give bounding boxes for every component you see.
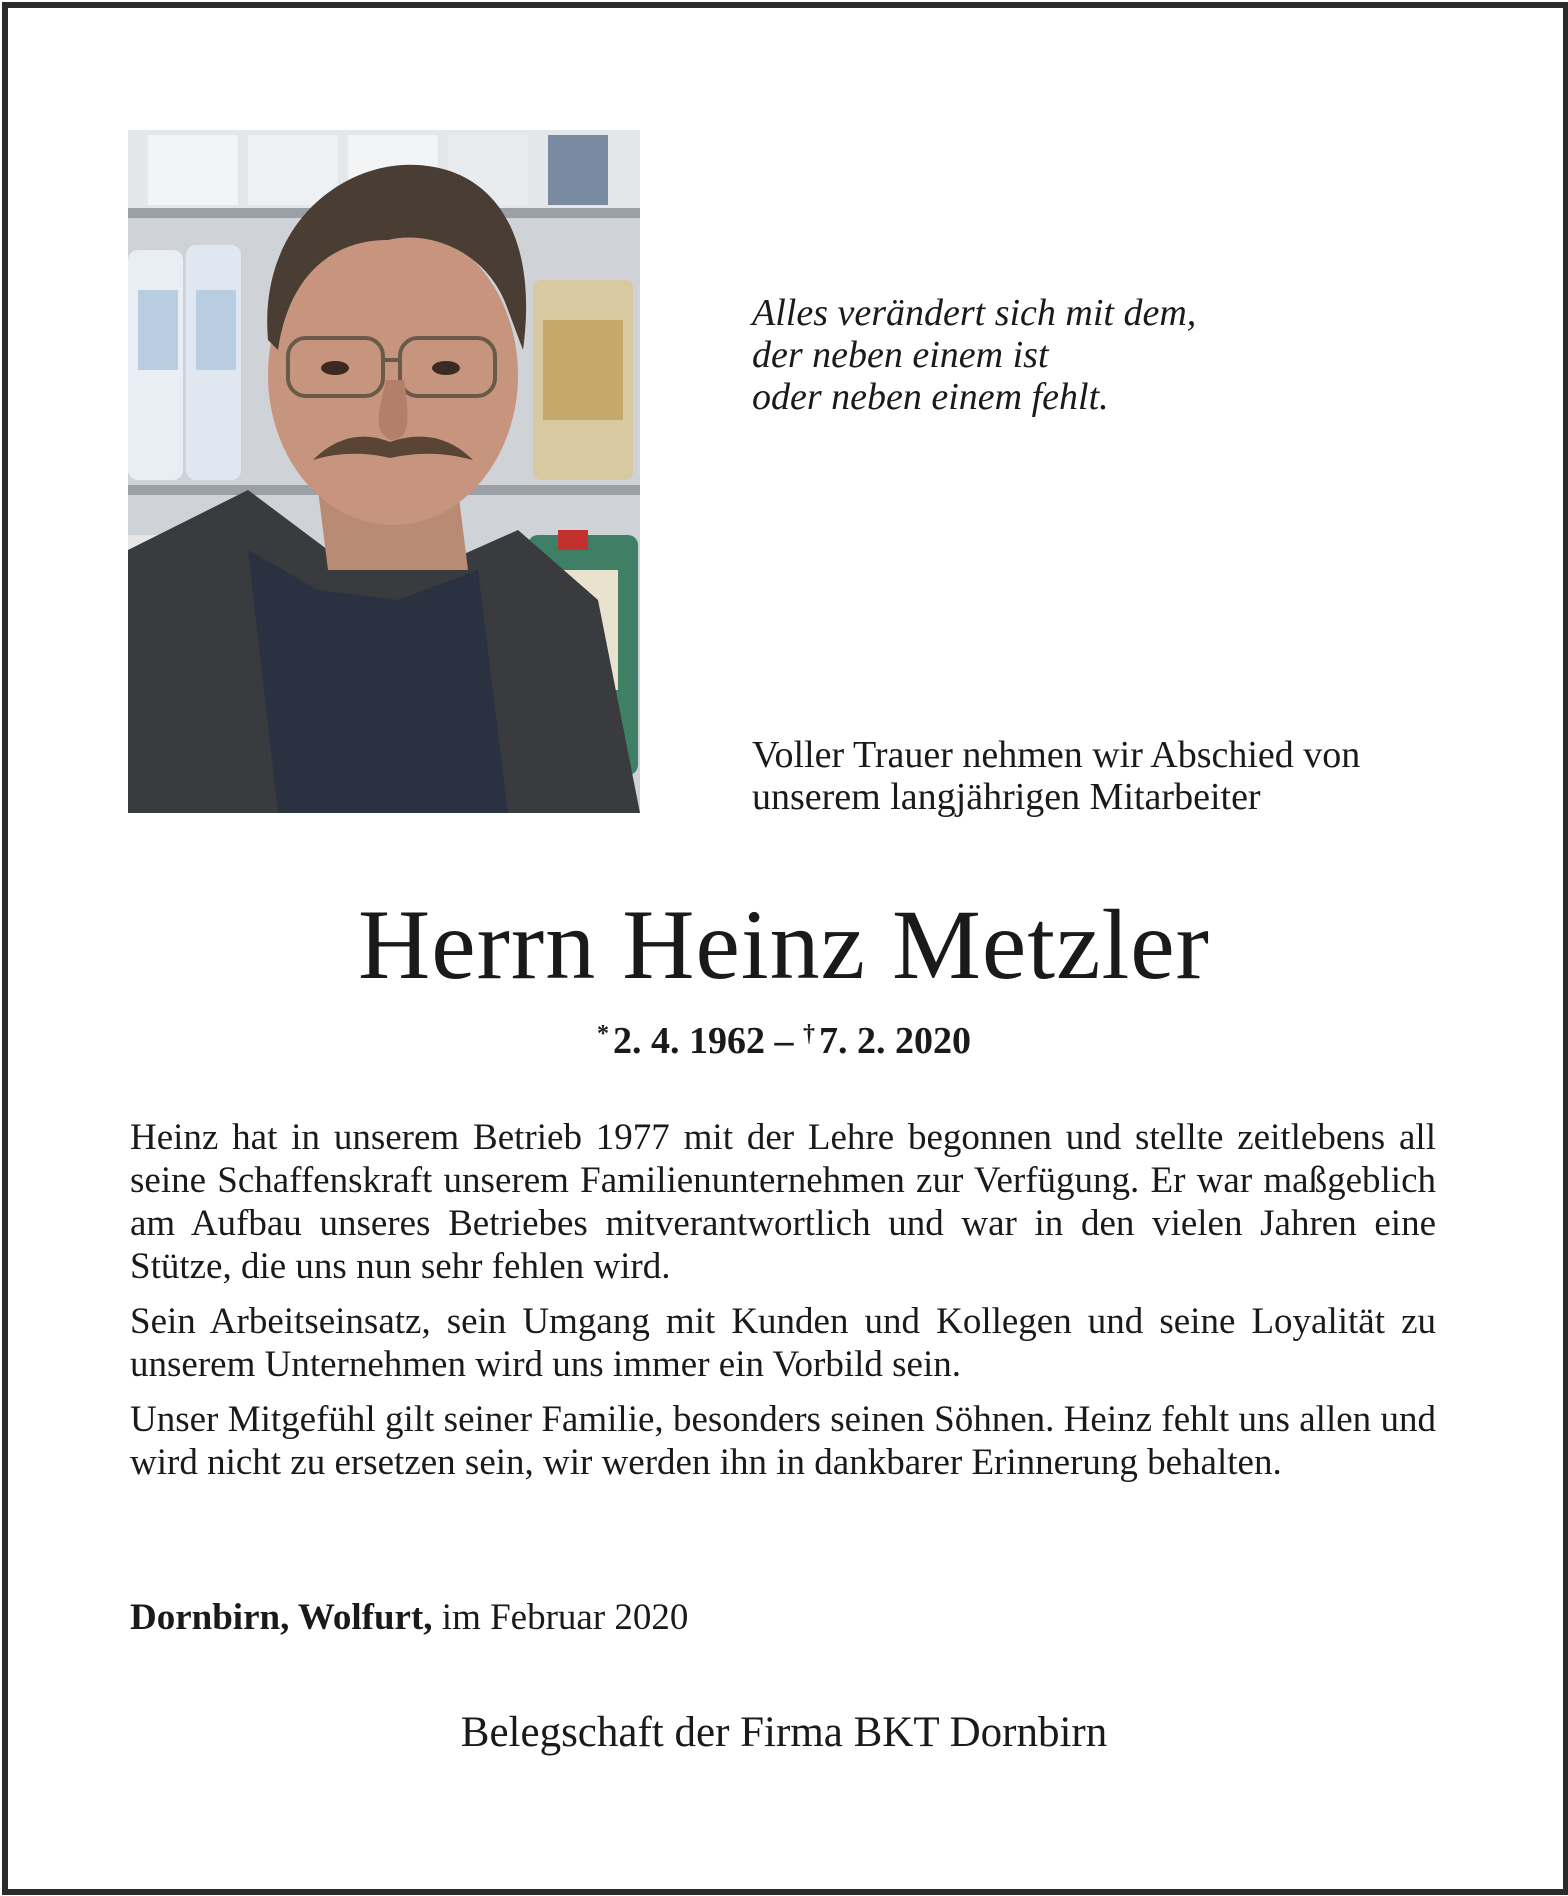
place-and-date <box>130 1596 688 1640</box>
birth-date: 2. 4. 1962 <box>613 1020 765 1062</box>
intro-text <box>752 734 1452 818</box>
date-separator: – <box>765 1020 803 1062</box>
portrait-photo <box>128 130 640 813</box>
place-date: im Februar 2020 <box>432 1597 689 1638</box>
death-date: 7. 2. 2020 <box>819 1020 971 1062</box>
birth-symbol: * <box>597 1021 609 1047</box>
intro-line: Voller Trauer nehmen wir Abschied von <box>752 734 1361 776</box>
quote-line: oder neben einem fehlt. <box>752 376 1109 418</box>
memorial-quote <box>752 292 1432 418</box>
body-text <box>130 1116 1436 1496</box>
deceased-name: Herrn Heinz Metzler <box>358 889 1210 1000</box>
place-location: Dornbirn, Wolfurt, <box>130 1597 433 1638</box>
life-dates <box>0 1012 1568 1063</box>
body-paragraph: Unser Mitgefühl gilt seiner Familie, besonders seinen Söhnen. Heinz fehlt uns allen und wird nicht zu ersetzen sein, wir werden ihn in dankbarer Erinnerung behalten. <box>130 1399 1436 1483</box>
body-paragraph: Sein Arbeitseinsatz, sein Umgang mit Kunden und Kollegen und seine Loyalität zu unserem Unternehmen wird uns immer ein Vorbild sein. <box>130 1301 1436 1385</box>
body-paragraph: Heinz hat in unserem Betrieb 1977 mit der Lehre begonnen und stellte zeitlebens all seine Schaffenskraft unserem Familienunternehmen zur Verfügung. Er war maßgeblich am Aufbau unseres Betriebes mitverantwortlich und war in den vielen Jahren eine Stütze, die uns nun sehr fehlen wird. <box>130 1117 1436 1287</box>
quote-line: der neben einem ist <box>752 334 1049 376</box>
death-symbol: † <box>803 1021 815 1047</box>
intro-line: unserem langjährigen Mitarbeiter <box>752 776 1261 818</box>
signature: Belegschaft der Firma BKT Dornbirn <box>460 1709 1108 1756</box>
quote-line: Alles verändert sich mit dem, <box>752 292 1197 334</box>
